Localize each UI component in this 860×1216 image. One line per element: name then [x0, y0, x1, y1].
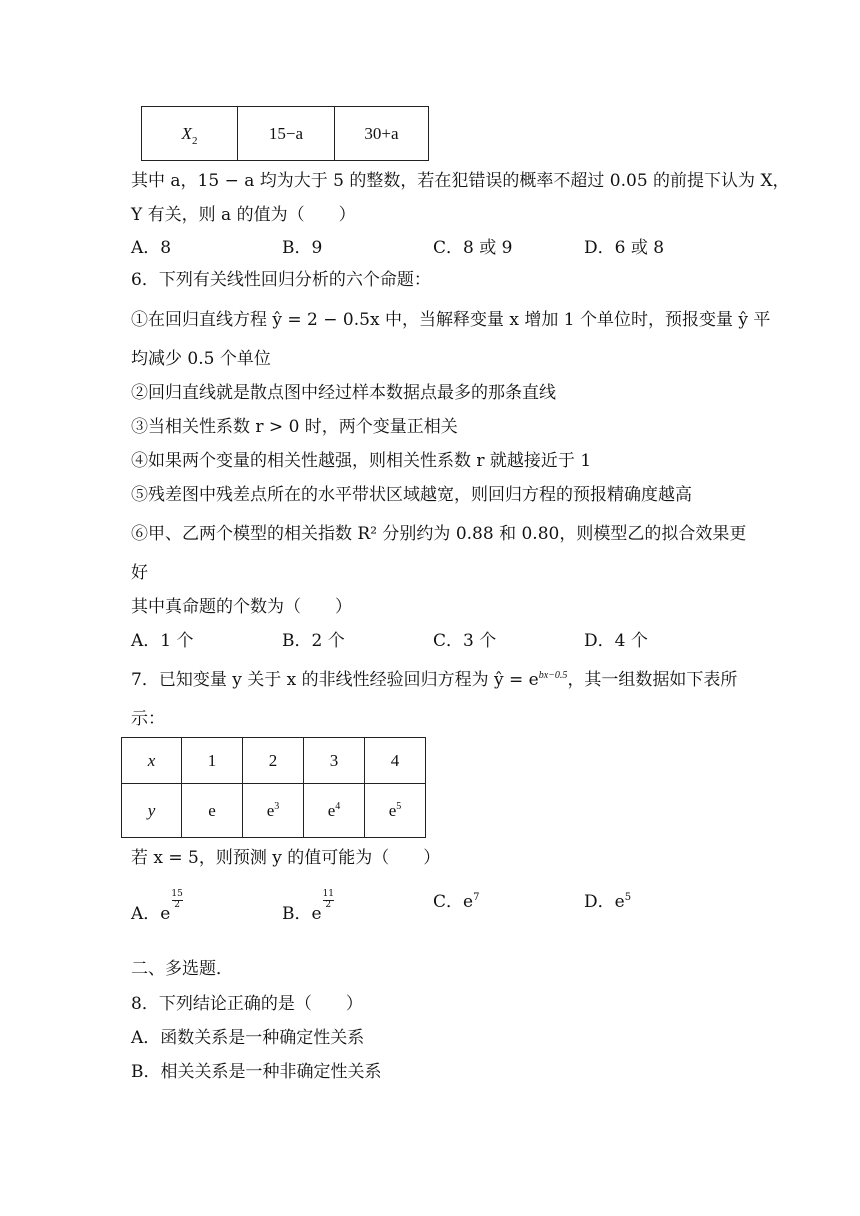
q7-option-b: B．e $\frac{11}{2}$: [282, 889, 335, 924]
q8-title: 8．下列结论正确的是（ ）: [131, 994, 363, 1014]
table-row: [122, 784, 426, 838]
q7-text-tail: ，其一组数据如下表所: [567, 670, 738, 690]
q8-option-a: A．函数关系是一种确定性关系: [131, 1028, 365, 1048]
q5-option-b: B．9: [282, 238, 323, 258]
q7-option-d: D．$e^5$: [584, 892, 632, 912]
table-cell: $e^5$: [365, 784, 426, 838]
q7-exponent: bx−0.5: [538, 670, 568, 681]
contingency-table-fragment: [141, 106, 429, 161]
q7-question: 若 x = 5，则预测 y 的值可能为（ ）: [131, 848, 441, 868]
table-cell: 1: [182, 738, 243, 784]
q6-statement-6a: ⑥甲、乙两个模型的相关指数 R² 分别约为 0.88 和 0.80，则模型乙的拟合效果更: [131, 524, 747, 544]
table-cell: 30+a: [335, 107, 429, 161]
q5-option-a: A．8: [131, 238, 172, 258]
section-title-multiple-choice: 二、多选题．: [131, 959, 233, 979]
fraction: $\frac{11}{2}$: [322, 889, 335, 910]
q7-option-c: C．$e^7$: [433, 892, 480, 912]
q5-text-line2: Y 有关，则 a 的值为（ ）: [131, 205, 356, 225]
q7-data-table: [121, 737, 426, 838]
q6-option-c: C．3 个: [433, 631, 497, 651]
table-row: [142, 107, 429, 161]
q6-statement-5: ⑤残差图中残差点所在的水平带状区域越宽，则回归方程的预报精确度越高: [131, 485, 692, 505]
q6-statement-6b: 好: [131, 563, 148, 583]
q6-option-d: D．4 个: [584, 631, 648, 651]
q7-text-line1: [131, 668, 737, 692]
table-row: [122, 738, 426, 784]
q6-statement-4: ④如果两个变量的相关性越强，则相关性系数 r 就越接近于 1: [131, 451, 592, 471]
table-header-y: y: [122, 784, 182, 838]
q6-title: 6．下列有关线性回归分析的六个命题：: [131, 270, 431, 290]
table-cell: 4: [365, 738, 426, 784]
q6-statement-2: ②回归直线就是散点图中经过样本数据点最多的那条直线: [131, 383, 556, 403]
q8-option-b: B．相关关系是一种非确定性关系: [131, 1062, 382, 1082]
q5-option-d: D．6 或 8: [584, 238, 665, 258]
table-cell: 3: [304, 738, 365, 784]
q5-option-c: C．8 或 9: [433, 238, 513, 258]
table-cell: 2: [243, 738, 304, 784]
q6-option-b: B．2 个: [282, 631, 345, 651]
q6-statement-1a: ①在回归直线方程 ŷ = 2 − 0.5x 中，当解释变量 x 增加 1 个单位时，预报变量 ŷ 平: [131, 310, 771, 330]
table-cell: $e^4$: [304, 784, 365, 838]
q7-text-line2: 示：: [131, 709, 165, 729]
table-cell: $e^3$: [243, 784, 304, 838]
q5-text-line1: 其中 a，15 − a 均为大于 5 的整数，若在犯错误的概率不超过 0.05 的前提下认为 X，: [131, 171, 790, 191]
table-cell: $X_2$: [142, 107, 238, 161]
q6-option-a: A．1 个: [131, 631, 194, 651]
table-cell: e: [182, 784, 243, 838]
fraction: $\frac{15}{2}$: [171, 889, 183, 910]
table-header-x: x: [122, 738, 182, 784]
q6-statement-1b: 均减少 0.5 个单位: [131, 349, 271, 369]
table-cell: 15−a: [238, 107, 335, 161]
q7-option-a: A．e $\frac{15}{2}$: [131, 889, 183, 924]
q6-statement-3: ③当相关性系数 r > 0 时，两个变量正相关: [131, 417, 458, 437]
q6-question: 其中真命题的个数为（ ）: [131, 597, 352, 617]
q7-equation-text: 7．已知变量 y 关于 x 的非线性经验回归方程为 ŷ = e: [131, 670, 539, 690]
